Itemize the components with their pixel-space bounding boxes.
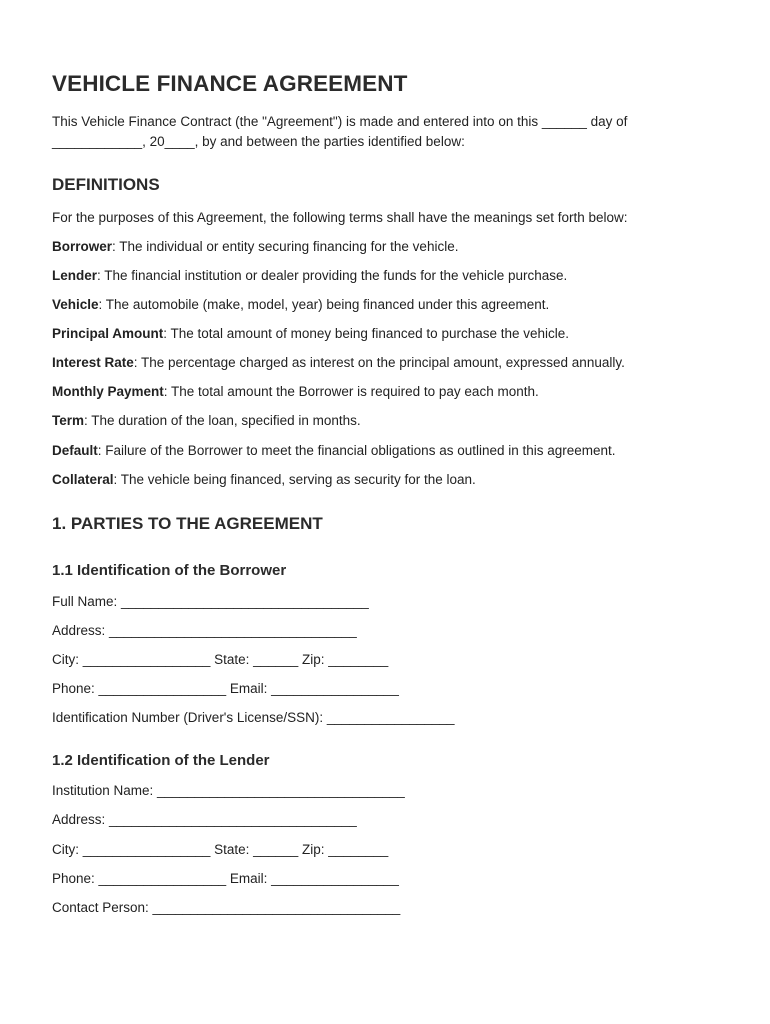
borrower-heading: 1.1 Identification of the Borrower — [52, 562, 287, 579]
definition-term: Vehicle — [52, 297, 99, 312]
lender-heading: 1.2 Identification of the Lender — [52, 752, 270, 769]
definitions-heading: DEFINITIONS — [52, 175, 160, 194]
section-1-heading: 1. PARTIES TO THE AGREEMENT — [52, 514, 323, 533]
definition-item — [52, 326, 569, 342]
borrower-phone-email-line: Phone: _________________ Email: _________________ — [52, 681, 399, 696]
definition-text: : The financial institution or dealer providing the funds for the vehicle purchase. — [97, 268, 568, 283]
definition-item — [52, 472, 476, 488]
borrower-address-line: Address: _________________________________ — [52, 623, 357, 638]
definition-term: Interest Rate — [52, 355, 134, 370]
definition-term: Monthly Payment — [52, 384, 164, 399]
definition-term: Default — [52, 443, 98, 458]
definition-item — [52, 384, 539, 400]
definition-item — [52, 413, 361, 429]
borrower-id-number-line: Identification Number (Driver's License/SSN): _________________ — [52, 710, 455, 725]
definition-text: : The vehicle being financed, serving as security for the loan. — [113, 472, 476, 487]
definition-term: Term — [52, 413, 85, 428]
lender-phone-email-line: Phone: _________________ Email: _________________ — [52, 871, 399, 886]
document-title: VEHICLE FINANCE AGREEMENT — [52, 71, 408, 96]
definition-item — [52, 297, 549, 313]
definition-term: Borrower — [52, 239, 113, 254]
lender-city-state-zip-line: City: _________________ State: ______ Zip: ________ — [52, 842, 389, 857]
definition-text: : The total amount the Borrower is required to pay each month. — [163, 384, 539, 399]
borrower-full-name-line: Full Name: _________________________________ — [52, 594, 369, 609]
definition-item — [52, 355, 625, 371]
definition-text: : Failure of the Borrower to meet the financial obligations as outlined in this agreement. — [97, 443, 616, 458]
definition-term: Lender — [52, 268, 98, 283]
intro-paragraph: This Vehicle Finance Contract (the "Agreement") is made and entered into on this ______ day of ____________, 20____, by and between the parties identified below: — [52, 114, 628, 149]
lender-contact-person-line: Contact Person: _________________________________ — [52, 900, 401, 915]
definition-term: Collateral — [52, 472, 114, 487]
borrower-city-state-zip-line: City: _________________ State: ______ Zip: ________ — [52, 652, 389, 667]
definition-item — [52, 268, 567, 284]
definition-text: : The total amount of money being financed to purchase the vehicle. — [163, 326, 570, 341]
lender-address-line: Address: _________________________________ — [52, 812, 357, 827]
definition-text: : The automobile (make, model, year) being financed under this agreement. — [98, 297, 550, 312]
definitions-lead: For the purposes of this Agreement, the following terms shall have the meanings set forth below: — [52, 210, 628, 225]
definition-term: Principal Amount — [52, 326, 164, 341]
lender-institution-name-line: Institution Name: _________________________________ — [52, 783, 405, 798]
definition-text: : The individual or entity securing financing for the vehicle. — [112, 239, 459, 254]
definition-text: : The percentage charged as interest on the principal amount, expressed annually. — [133, 355, 625, 370]
definition-item — [52, 239, 458, 255]
definition-item — [52, 443, 616, 459]
definition-text: : The duration of the loan, specified in months. — [84, 413, 361, 428]
